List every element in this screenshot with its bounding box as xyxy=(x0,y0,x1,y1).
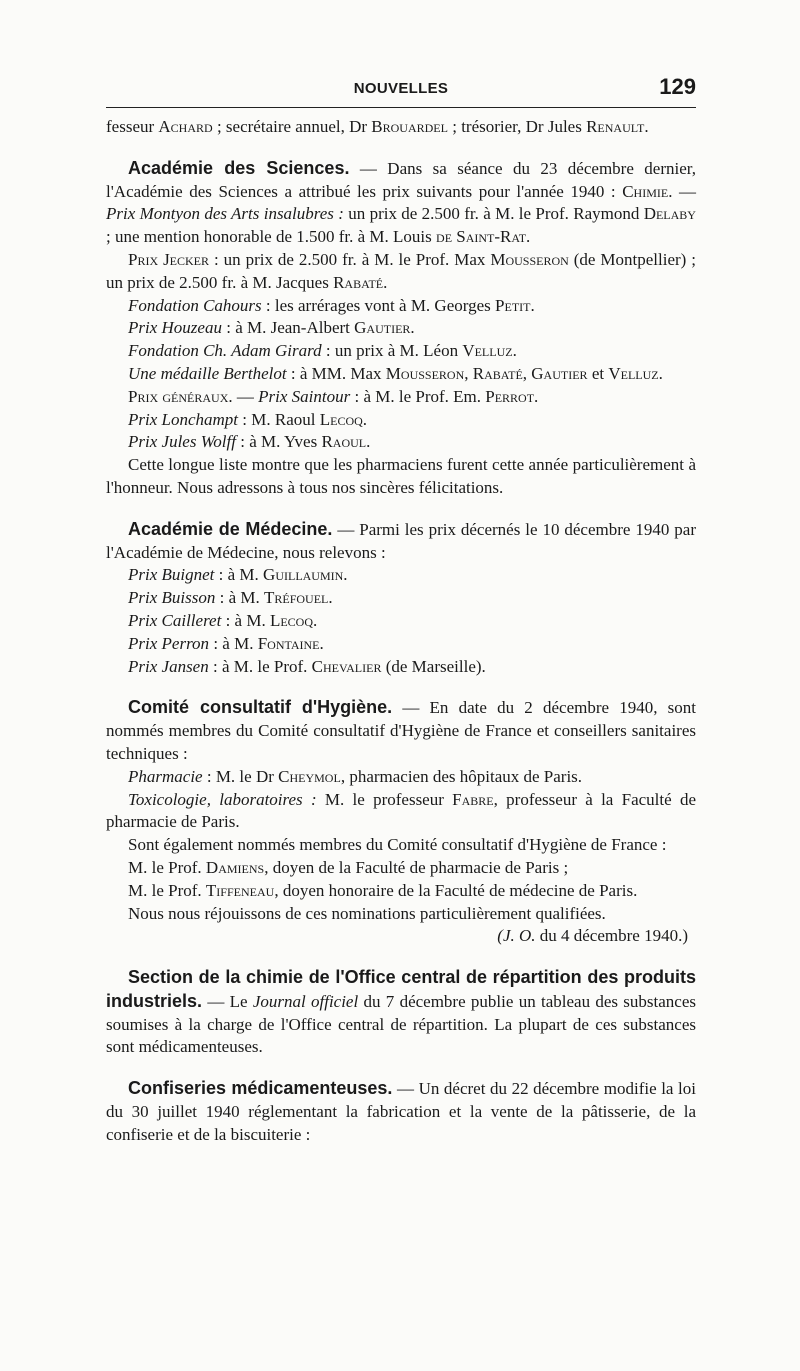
text-segment: Journal officiel xyxy=(252,991,359,1011)
text-segment: Prix Jecker xyxy=(128,249,210,269)
text-segment: Fontaine. xyxy=(257,633,324,653)
text-segment: et xyxy=(587,363,609,383)
p-prix-generaux xyxy=(106,386,696,409)
text-segment: — Dans sa séance du 23 décembre dernier, l'Académie des Sciences a attribué les prix suivants pour l'année 1940 : xyxy=(106,158,696,201)
text-segment: fesseur xyxy=(106,117,159,136)
p-academie-sciences xyxy=(106,157,696,249)
p-section-chimie xyxy=(106,966,696,1059)
header-rule xyxy=(106,107,696,108)
text-segment: Académie de Médecine. xyxy=(128,518,333,539)
text-segment: Guillaumin. xyxy=(263,565,348,585)
text-segment: , professeur à la Faculté de pharmacie de Paris. xyxy=(106,789,696,832)
text-segment: , xyxy=(522,363,532,383)
text-segment: : à M. xyxy=(221,610,270,630)
text-segment: Prix Jansen xyxy=(128,656,209,676)
text-segment: du 4 décembre 1940.) xyxy=(535,926,688,946)
text-segment: Damiens xyxy=(205,857,265,877)
text-segment: M. le Prof. xyxy=(128,880,206,900)
text-segment: Prix Perron xyxy=(128,633,210,653)
text-segment: , xyxy=(464,363,473,383)
text-segment: Rabaté xyxy=(472,363,523,383)
p-prix-houzeau xyxy=(106,317,696,340)
text-segment: , pharmacien des hôpitaux de Paris. xyxy=(340,766,583,786)
text-segment: Mousseron xyxy=(385,363,465,383)
text-segment: : les arrérages vont à M. Georges xyxy=(261,295,496,315)
text-segment: de Saint-Rat. xyxy=(436,227,531,247)
text-segment: Lecoq. xyxy=(319,409,368,429)
text-segment: Velluz. xyxy=(608,363,663,383)
text-segment: Perrot. xyxy=(485,386,539,406)
text-segment: du 7 décembre publie un tableau des substances soumises à la charge de l'Office central de répartition. La plupart de ces substances sont médicamenteuses. xyxy=(106,991,697,1057)
text-segment: Sont également nommés membres du Comité consultatif d'Hygiène de France : xyxy=(128,835,667,855)
text-segment: (de Marseille). xyxy=(381,656,486,676)
text-segment: Nous nous réjouissons de ces nominations particulièrement qualifiées. xyxy=(128,903,606,923)
text-segment: ; trésorier, Dr Jules xyxy=(447,117,587,136)
text-segment: , doyen de la Faculté de pharmacie de Paris ; xyxy=(264,857,569,877)
text-segment: Académie des Sciences. xyxy=(128,157,350,178)
text-segment: Mousseron xyxy=(490,249,569,269)
text-segment: : M. le Dr xyxy=(202,766,279,786)
text-segment: Tréfouel. xyxy=(264,588,333,608)
text-segment: Prix Saintour xyxy=(258,386,351,406)
text-segment: Prix Buignet xyxy=(128,565,215,585)
running-title: NOUVELLES xyxy=(353,80,449,97)
p-prix-buignet xyxy=(106,564,696,587)
text-segment: : à M. xyxy=(214,565,264,585)
text-segment: Fondation Ch. Adam Girard xyxy=(128,341,322,361)
p-medaille-berthelot xyxy=(106,363,696,386)
p-jo-source xyxy=(106,925,696,948)
text-segment: un prix de 2.500 fr. à M. le Prof. Raymond xyxy=(343,204,644,224)
text-segment: Renault. xyxy=(586,117,649,136)
text-segment: : à M. le Prof. Em. xyxy=(350,386,486,406)
text-segment: — Parmi les prix décernés le 10 décembre 1940 par l'Académie de Médecine, nous relevons : xyxy=(106,519,696,562)
p-prix-buisson xyxy=(106,587,696,610)
p-prix-jansen xyxy=(106,656,696,679)
text-segment: — En date du 2 décembre 1940, sont nommés membres du Comité consultatif d'Hygiène de France et conseillers sanitaires techniques : xyxy=(106,698,697,763)
p-prix-cailleret xyxy=(106,610,696,633)
p-prix-wolff xyxy=(106,431,696,454)
text-segment: Raoul. xyxy=(321,432,371,452)
text-segment: — Le xyxy=(202,991,253,1011)
p-comite-hygiene xyxy=(106,696,696,765)
text-segment: Prix Houzeau xyxy=(128,318,222,338)
text-segment: Toxicologie, laboratoires : xyxy=(128,789,317,809)
running-head xyxy=(106,70,696,110)
text-segment: Confiseries médicamenteuses. xyxy=(128,1078,393,1099)
text-segment: Gautier. xyxy=(354,318,415,338)
text-segment: — xyxy=(672,181,697,201)
p-prix-jecker xyxy=(106,249,696,295)
text-segment: Comité consultatif d'Hygiène. xyxy=(128,697,393,718)
text-segment: ; secrétaire annuel, Dr xyxy=(212,117,372,136)
text-segment: Rabaté. xyxy=(333,272,388,292)
text-segment: M. le professeur xyxy=(316,789,453,809)
text-segment: : un prix de 2.500 fr. à M. le Prof. Max xyxy=(209,249,491,269)
text-segment: (de Montpellier) ; un prix de 2.500 fr. à M. Jacques xyxy=(106,249,696,292)
text-segment: ; une mention honorable de 1.500 fr. à M. Louis xyxy=(106,227,437,247)
text-segment: Cette longue liste montre que les pharmaciens furent cette année particulièrement à l'honneur. Nous adressons à tous nos sincères félicitations. xyxy=(106,455,696,497)
text-segment: Brouardel xyxy=(371,117,448,136)
text-segment: : à M. le Prof. xyxy=(208,656,312,676)
text-segment: Prix Jules Wolff xyxy=(128,432,236,452)
text-segment: Fondation Cahours xyxy=(128,295,262,315)
p-honneur xyxy=(106,454,696,500)
p-damiens xyxy=(106,857,696,880)
p-academie-medecine xyxy=(106,518,696,565)
p-fondation-cahours xyxy=(106,295,696,318)
text-segment: Gautier xyxy=(531,363,588,383)
text-segment: Petit. xyxy=(495,295,535,315)
page-number: 129 xyxy=(659,74,696,99)
text-segment: Cheymol xyxy=(278,766,341,786)
text-segment: , doyen honoraire de la Faculté de médecine de Paris. xyxy=(274,880,638,900)
p-egalement xyxy=(106,834,696,857)
text-segment: : M. Raoul xyxy=(238,409,320,429)
text-segment: : à MM. Max xyxy=(286,363,386,383)
text-segment: : un prix à M. Léon xyxy=(321,341,463,361)
text-segment: : à M. Jean-Albert xyxy=(221,318,355,338)
text-segment: Tiffeneau xyxy=(205,880,275,900)
p-confiseries xyxy=(106,1077,696,1146)
p-prix-perron xyxy=(106,633,696,656)
p-continuation xyxy=(106,116,696,139)
text-segment: Prix Lonchampt xyxy=(128,409,239,429)
text-segment: : à M. xyxy=(209,633,258,653)
text-segment: Velluz. xyxy=(462,341,517,361)
p-pharmacie xyxy=(106,766,696,789)
text-segment: Prix Cailleret xyxy=(128,610,222,630)
article-body xyxy=(106,116,696,1147)
p-tiffeneau xyxy=(106,880,696,903)
text-segment: Fabre xyxy=(452,789,494,809)
text-segment: Chevalier xyxy=(311,656,382,676)
text-segment: Prix Montyon des Arts insalubres : xyxy=(106,204,344,224)
text-segment: Prix Buisson xyxy=(128,588,216,608)
p-rejouissons xyxy=(106,903,696,926)
p-fondation-girard xyxy=(106,340,696,363)
p-toxicologie xyxy=(106,789,696,835)
text-segment: — Un décret du 22 décembre modifie la loi du 30 juillet 1940 réglementant la fabrication et la vente de la pâtisserie, de la confiserie et de la biscuiterie : xyxy=(106,1079,696,1144)
text-segment: — xyxy=(232,386,259,406)
text-segment: : à M. Yves xyxy=(235,432,322,452)
text-segment: Une médaille Berthelot xyxy=(128,363,287,383)
text-segment: M. le Prof. xyxy=(128,857,206,877)
text-segment: Chimie. xyxy=(622,181,673,201)
text-segment: Achard xyxy=(158,117,213,136)
text-segment: : à M. xyxy=(215,588,264,608)
text-segment: Lecoq. xyxy=(269,610,318,630)
text-segment: Section de la chimie de l'Office central de répartition des produits industriels. xyxy=(106,967,696,1011)
text-segment: Delaby xyxy=(643,204,696,224)
text-segment: Pharmacie xyxy=(128,766,203,786)
text-segment: Prix généraux. xyxy=(128,386,233,406)
p-prix-lonchampt xyxy=(106,409,696,432)
text-segment: (J. O. xyxy=(497,926,536,946)
